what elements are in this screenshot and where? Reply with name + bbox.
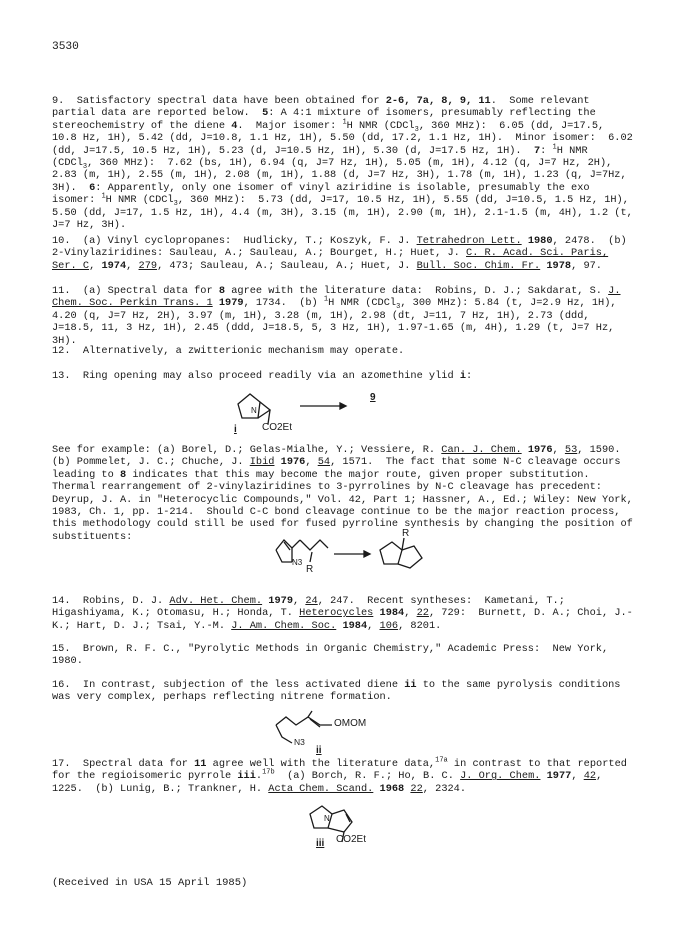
footnote-11-text: 11. (a) Spectral data for 8 agree with the literature data: Robins, D. J.; Sakdarat, S. J. Chem. Soc. Perkin Trans. 1 1979, 1734. (b) $^1$H NMR (CDCl$_3$, 300 MHz): 5.84 (t, J=2.9 Hz, 1H), 4.20 (q, J=7 Hz, 2H), 3.97 (m, 1H), 3.28 (m, 1H), 2.98 (dt, J=11, 7 Hz, 1H), 2.73 (ddd, J=18.5, 11, 3 Hz, 1H), 2.45 (ddd, J=18.5, 5, 3 Hz, 1H), 1.97-1.65 (m, 4H), 1.29 (t, J=7 Hz, 3H).: [52, 285, 621, 347]
r-right-label: R: [402, 528, 410, 539]
footnote-11: [52, 285, 634, 347]
azide-n3-label: N3: [292, 558, 303, 567]
footnote-13: [52, 370, 634, 382]
ii-n3-label: N3: [294, 737, 305, 747]
n-atom-label: N: [251, 406, 257, 415]
pyrrole-iii-structure: [304, 800, 404, 850]
footnote-12-text: 12. Alternatively, a zwitterionic mechanism may operate.: [52, 345, 405, 357]
ylid-compound-label: i: [234, 424, 237, 435]
footnote-16: [52, 679, 634, 704]
received-date: (Received in USA 15 April 1985): [52, 877, 248, 889]
diene-ii-drawing: [272, 707, 402, 759]
r-left-label: R: [306, 564, 314, 575]
substituent-scheme: [270, 528, 430, 590]
footnote-13-text: 13. Ring opening may also proceed readily via an azomethine ylid i:: [52, 370, 473, 382]
footnote-10: [52, 235, 634, 272]
footnote-9-text: 9. Satisfactory spectral data have been obtained for 2-6, 7a, 8, 9, 11. Some relevant partial data are reported below. 5: A 4:1 mixture of isomers, presumably reflecting the stereochemistry of the diene 4. Major isomer: $^1$H NMR (CDCl$_3$, 360 MHz): 6.05 (dd, J=17.5, 10.8 Hz, 1H), 5.42 (dd, J=10.8, 1.1 Hz, 1H), 5.50 (dd, 17.2, 1.1 Hz, 1H). Minor isomer: 6.02 (dd, J=17.5, 10.5 Hz, 1H), 5.23 (d, J=10.5 Hz, 1H), 5.30 (d, J=17.5 Hz, 1H). 7: $^1$H NMR (CDCl$_3$, 360 MHz): 7.62 (bs, 1H), 6.94 (q, J=7 Hz, 1H), 5.05 (m, 1H), 4.12 (q, J=7 Hz, 2H), 2.83 (m, 1H), 2.55 (m, 1H), 2.08 (m, 1H), 1.88 (d, J=7 Hz, 3H), 1.78 (m, 1H), 1.23 (q, J=7Hz, 3H). 6: Apparently, only one isomer of vinyl aziridine is isolable, presumably the exo isomer: $^1$H NMR (CDCl$_3$, 360 MHz): 5.73 (dd, J=17, 10.5 Hz, 1H), 5.55 (dd, J=10.5, 1.5 Hz, 1H), 5.50 (dd, J=17, 1.5 Hz, 1H), 4.4 (m, 3H), 3.15 (m, 1H), 2.90 (m, 1H), 2.1-1.5 (m, 4H), 1.2 (t, J=7 Hz, 3H).: [52, 95, 633, 232]
footnote-16-text: 16. In contrast, subjection of the less activated diene ii to the same pyrolysis conditions was very complex, perhaps reflecting nitrene formation.: [52, 679, 621, 704]
iii-compound-label: iii: [316, 838, 325, 849]
diene-ii-structure: [272, 707, 402, 759]
footnote-17-text: 17. Spectral data for 11 agree well with the literature data,$^{17a}$ in contrast to that reported for the regioisomeric pyrrole iii.$^{17b}$ (a) Borch, R. F.; Ho, B. C. J. Org. Chem. 1977, 42, 1225. (b) Lunig, B.; Trankner, H. Acta Chem. Scand. 1968 22, 2324.: [52, 756, 627, 795]
footnote-14-text: 14. Robins, D. J. Adv. Het. Chem. 1979, 24, 247. Recent syntheses: Kametani, T.; Higashiyama, K.; Otomasu, H.; Honda, T. Heterocycles 1984, 22, 729: Burnett, D. A.; Choi, J.-K.; Hart, D. J.; Tsai, Y.-M. J. Am. Chem. Soc. 1984, 106, 8201.: [52, 595, 633, 632]
ylid-structure: [228, 386, 428, 442]
omom-label: OMOM: [334, 718, 367, 729]
ylid-group-label: CO2Et: [262, 422, 293, 433]
ylid-scheme: [228, 386, 428, 442]
iii-n-atom-label: N: [324, 814, 330, 823]
footnote-9: [52, 95, 634, 231]
page-number: 3530: [52, 41, 79, 53]
footnote-12: [52, 345, 634, 357]
footnote-15-text: 15. Brown, R. F. C., "Pyrolytic Methods in Organic Chemistry," Academic Press: New York, 1980.: [52, 643, 609, 668]
footnote-15: [52, 643, 634, 668]
iii-group-label: CO2Et: [336, 834, 367, 845]
ii-compound-label: ii: [316, 745, 322, 756]
product-9-label: 9: [370, 392, 376, 403]
footnote-10-text: 10. (a) Vinyl cyclopropanes: Hudlicky, T.; Koszyk, F. J. Tetrahedron Lett. 1980, 2478. (b) 2-Vinylaziridines: Sauleau, A.; Sauleau, A.; Bourget, H.; Huet, J. C. R. Acad. Sci. Paris, Ser. C, 1974, 279, 473; Sauleau, A.; Sauleau, A.; Huet, J. Bull. Soc. Chim. Fr. 1978, 97.: [52, 235, 627, 272]
footnote-14: [52, 595, 634, 632]
footnote-13-continued-text: See for example: (a) Borel, D.; Gelas-Mialhe, Y.; Vessiere, R. Can. J. Chem. 1976, 53, 1590. (b) Pommelet, J. C.; Chuche, J. Ibid 1976, 54, 1571. The fact that some N-C cleavage occurs leading to 8 indicates that this may become the major route, given proper substitution. Thermal rearrangement of 2-vinylaziridines to 3-pyrrolines by N-C cleavage has precedent: Deyrup, J. A. in "Heterocyclic Compounds," Vol. 42, Part 1; Hassner, A., Ed.; Wiley: New York, 1983, Ch. 1, pp. 1-214. Should C-C bond cleavage continue to be the major reaction process, this methodology could still be used for fused pyrroline synthesis by changing the position of substituents:: [52, 444, 633, 543]
footnote-17: [52, 758, 634, 795]
